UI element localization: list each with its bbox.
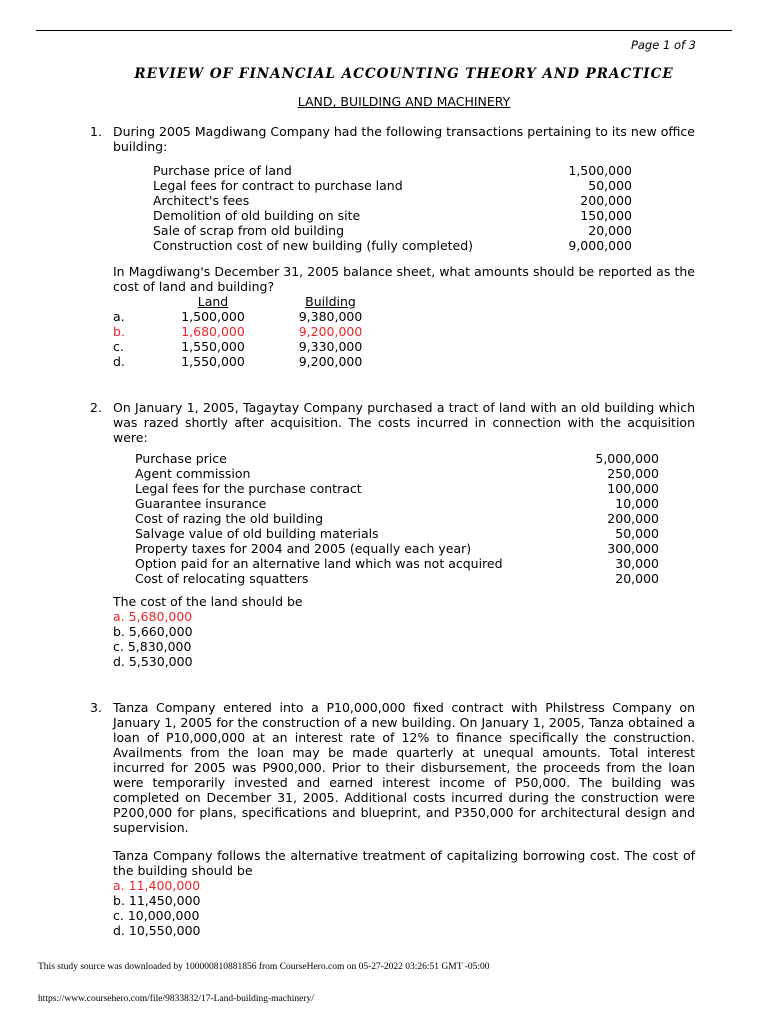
option-d[interactable]: d. 5,530,000 [113,654,193,669]
question-number: 3. [90,700,102,715]
option-c[interactable]: c. 1,550,000 9,330,000 [113,339,363,354]
table-row: Agent commission 250,000 [135,466,659,481]
question-prompt: In Magdiwang's December 31, 2005 balance sheet, what amounts should be reported as the cost of land and building? [113,264,695,294]
answer-options [113,878,200,938]
cost-items-table [153,163,632,253]
option-c[interactable]: c. 10,000,000 [113,908,200,923]
question-number: 2. [90,400,102,415]
table-row: Architect's fees 200,000 [153,193,632,208]
question-intro: Tanza Company entered into a P10,000,000 fixed contract with Philstress Company on January 1, 2005 for the construction of a new building. On January 1, 2005, Tanza obtained a loan of P10,000,000 at an interest rate of 12% to finance specifically the construction. Availments from the loan may be made quarterly at unequal amounts. Total interest incurred for 2005 was P900,000. Prior to their disbursement, the proceeds from the loan were temporarily invested and earned interest income of P50,000. The building was completed on December 31, 2005. Additional costs incurred during the construction were P200,000 for plans, specifications and blueprint, and P350,000 for architectural design and supervision. [113,700,695,835]
option-b[interactable]: b. 11,450,000 [113,893,201,908]
table-row: Option paid for an alternative land which was not acquired 30,000 [135,556,659,571]
option-d[interactable]: d. 10,550,000 [113,923,201,938]
document-title: REVIEW OF FINANCIAL ACCOUNTING THEORY AND PRACTICE [134,66,674,82]
table-row: Legal fees for the purchase contract 100,000 [135,481,659,496]
column-headers: Land Building [197,294,356,309]
document-subtitle: LAND, BUILDING AND MACHINERY [297,94,511,109]
source-url[interactable]: https://www.coursehero.com/file/9833832/17-Land-building-machinery/ [38,994,314,1004]
option-d[interactable]: d. 1,550,000 9,200,000 [113,354,363,369]
question-prompt: Tanza Company follows the alternative treatment of capitalizing borrowing cost. The cost of the building should be [113,848,695,878]
question-prompt: The cost of the land should be [113,594,303,609]
question-number: 1. [90,124,102,139]
option-a-correct[interactable]: a. 5,680,000 [113,609,193,624]
table-row: Property taxes for 2004 and 2005 (equally each year) 300,000 [135,541,659,556]
table-row: Construction cost of new building (fully completed) 9,000,000 [153,238,632,253]
table-row: Purchase price 5,000,000 [135,451,659,466]
table-row: Cost of razing the old building 200,000 [135,511,659,526]
cost-items-table [135,451,659,586]
table-row: Purchase price of land 1,500,000 [153,163,632,178]
table-row: Cost of relocating squatters 20,000 [135,571,659,586]
page-number: Page 1 of 3 [630,38,696,52]
option-c[interactable]: c. 5,830,000 [113,639,192,654]
top-rule [36,30,732,31]
answer-options [113,609,193,669]
option-b[interactable]: b. 5,660,000 [113,624,193,639]
question-intro: On January 1, 2005, Tagaytay Company purchased a tract of land with an old building which was razed shortly after acquisition. The costs incurred in connection with the acquisition were: [113,400,695,445]
table-row: Sale of scrap from old building 20,000 [153,223,632,238]
question-intro: During 2005 Magdiwang Company had the following transactions pertaining to its new office building: [113,124,695,154]
option-b-correct[interactable]: b. 1,680,000 9,200,000 [113,324,363,339]
download-notice: This study source was downloaded by 100000810881856 from CourseHero.com on 05-27-2022 03:26:51 GMT -05:00 [38,962,490,972]
table-row: Demolition of old building on site 150,000 [153,208,632,223]
table-row: Legal fees for contract to purchase land 50,000 [153,178,632,193]
table-row: Guarantee insurance 10,000 [135,496,659,511]
answer-options [113,294,388,369]
option-a[interactable]: a. 1,500,000 9,380,000 [113,309,363,324]
option-a-correct[interactable]: a. 11,400,000 [113,878,201,893]
table-row: Salvage value of old building materials 50,000 [135,526,659,541]
